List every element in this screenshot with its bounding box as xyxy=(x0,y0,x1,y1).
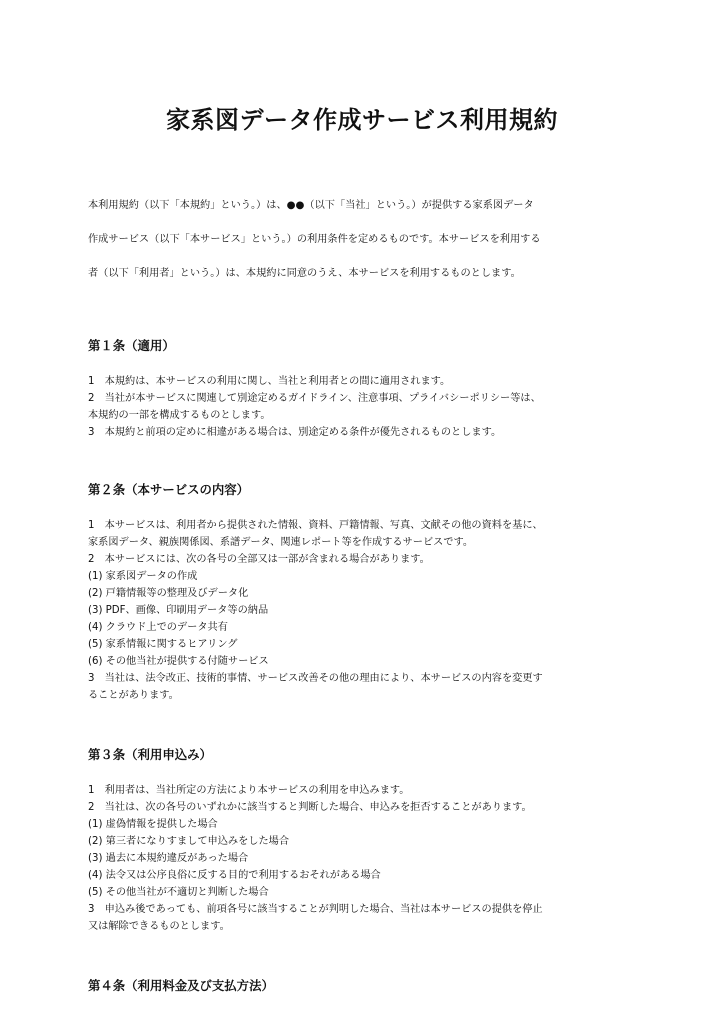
article-line: 家系図データ、親族関係図、系譜データ、関連レポート等を作成するサービスです。 xyxy=(88,537,474,548)
article-line: (5) 家系情報に関するヒアリング xyxy=(88,639,238,650)
article-line: (4) クラウド上でのデータ共有 xyxy=(88,622,228,633)
article-3-body xyxy=(88,782,636,935)
article-3-heading: 第３条（利用申込み） xyxy=(88,747,212,762)
article-line: 2 当社が本サービスに関連して別途定めるガイドライン、注意事項、プライバシーポリシー等は、 xyxy=(88,393,541,404)
intro-paragraph xyxy=(88,180,636,299)
article-line: 3 申込み後であっても、前項各号に該当することが判明した場合、当社は本サービスの提供を停止 xyxy=(88,904,543,915)
article-1-body xyxy=(88,373,636,441)
article-1-heading: 第１条（適用） xyxy=(88,338,175,353)
article-line: 本規約の一部を構成するものとします。 xyxy=(88,410,271,421)
article-line: 1 利用者は、当社所定の方法により本サービスの利用を申込みます。 xyxy=(88,785,410,796)
article-line: (6) その他当社が提供する付随サービス xyxy=(88,656,269,667)
document-title: 家系図データ作成サービス利用規約 xyxy=(166,106,558,134)
article-line: (3) 過去に本規約違反があった場合 xyxy=(88,853,249,864)
article-2-heading: 第２条（本サービスの内容） xyxy=(88,482,250,497)
article-line: (2) 戸籍情報等の整理及びデータ化 xyxy=(88,588,249,599)
article-line: (1) 虚偽情報を提供した場合 xyxy=(88,819,218,830)
intro-line: 者（以下「利用者」という。）は、本規約に同意のうえ、本サービスを利用するものとします。 xyxy=(88,268,521,279)
article-4-heading: 第４条（利用料金及び支払方法） xyxy=(88,978,274,993)
article-line: (3) PDF、画像、印刷用データ等の納品 xyxy=(88,605,269,616)
article-line: 3 本規約と前項の定めに相違がある場合は、別途定める条件が優先されるものとします。 xyxy=(88,427,502,438)
article-line: ることがあります。 xyxy=(88,690,179,701)
article-line: (4) 法令又は公序良俗に反する目的で利用するおそれがある場合 xyxy=(88,870,381,881)
article-2-body xyxy=(88,517,636,704)
intro-line: 本利用規約（以下「本規約」という。）は、●●（以下「当社」という。）が提供する家系図データ xyxy=(88,200,534,211)
article-line: 又は解除できるものとします。 xyxy=(88,921,230,932)
article-line: (1) 家系図データの作成 xyxy=(88,571,198,582)
article-line: 2 当社は、次の各号のいずれかに該当すると判断した場合、申込みを拒否することがあります。 xyxy=(88,802,532,813)
article-line: 1 本規約は、本サービスの利用に関し、当社と利用者との間に適用されます。 xyxy=(88,376,451,387)
article-line: 2 本サービスには、次の各号の全部又は一部が含まれる場合があります。 xyxy=(88,554,430,565)
article-line: (5) その他当社が不適切と判断した場合 xyxy=(88,887,269,898)
article-line: 1 本サービスは、利用者から提供された情報、資料、戸籍情報、写真、文献その他の資料を基に、 xyxy=(88,520,543,531)
intro-line: 作成サービス（以下「本サービス」という。）の利用条件を定めるものです。本サービスを利用する xyxy=(88,234,541,245)
article-line: 3 当社は、法令改正、技術的事情、サービス改善その他の理由により、本サービスの内容を変更す xyxy=(88,673,543,684)
article-line: (2) 第三者になりすまして申込みをした場合 xyxy=(88,836,290,847)
